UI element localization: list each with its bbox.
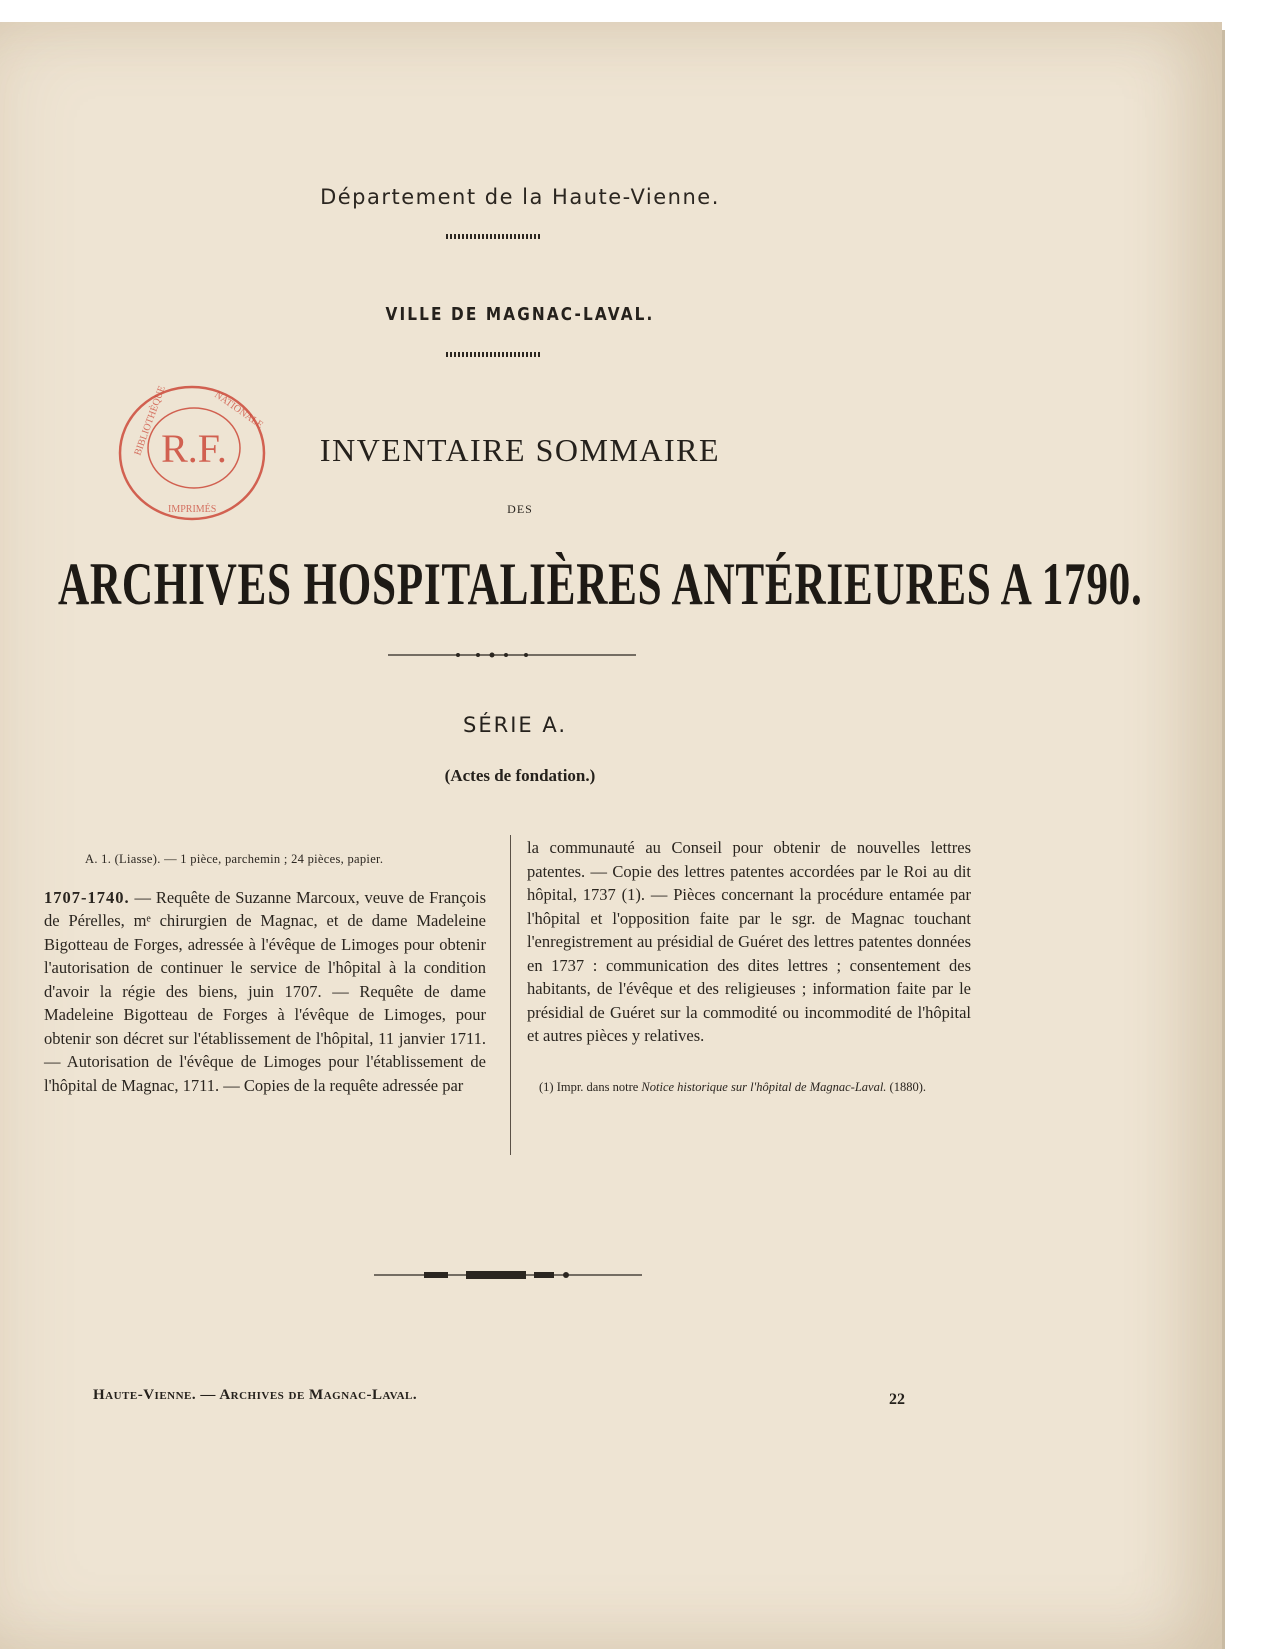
stamp-text-left: BIBLIOTHÈQUE <box>132 384 168 458</box>
series-heading: SÉRIE A. <box>463 713 567 737</box>
entry-date: 1707-1740. <box>44 887 130 907</box>
footnote-prefix: (1) Impr. dans notre <box>539 1079 642 1094</box>
stamp-monogram: R.F. <box>161 426 227 471</box>
title-connector: DES <box>507 502 533 516</box>
wavy-rule-middle <box>446 352 542 357</box>
ornament-rule <box>388 652 636 658</box>
ornament-tailpiece <box>374 1270 642 1280</box>
running-footer: Haute-Vienne. — Archives de Magnac-Laval. <box>93 1387 418 1403</box>
item-heading: A. 1. (Liasse). — 1 pièce, parchemin ; 24 pièces, papier. <box>85 852 384 866</box>
column-divider <box>510 835 511 1155</box>
stamp-text-right: NATIONALE <box>212 389 265 431</box>
page-edge <box>1222 30 1225 1649</box>
series-subtitle: (Actes de fondation.) <box>444 766 596 785</box>
left-column <box>44 848 486 1097</box>
entry-paragraph <box>44 886 486 1098</box>
inventory-title: INVENTAIRE SOMMAIRE <box>319 432 721 468</box>
department-heading: Département de la Haute-Vienne. <box>320 185 720 209</box>
footnote-suffix: (1880). <box>886 1079 926 1094</box>
town-heading: VILLE DE MAGNAC-LAVAL. <box>385 304 655 325</box>
right-column <box>527 836 971 1096</box>
stamp-text-bottom: IMPRIMÉS <box>168 504 217 515</box>
footnote-title: Notice historique sur l'hôpital de Magnac-Laval. <box>641 1079 887 1094</box>
page-number: 22 <box>889 1391 905 1408</box>
entry-text-right: la communauté au Conseil pour obtenir de nouvelles lettres patentes. — Copie des lettres patentes accordées par le Roi au dit hôpital, 1737 (1). — Pièces concernant la procédure entamée par l'hôpital et l'opposition faite par le sgr. de Magnac touchant l'enregistrement au présidial de Guéret des lettres patentes données en 1737 : communication des dites lettres ; consentement des habitants, de l'évêque et des religieuses ; information faite par le présidial de Guéret sur la commodité ou incommodité de l'hôpital et autres pièces y relatives. <box>527 838 971 1045</box>
wavy-rule-top <box>446 234 542 239</box>
footnote <box>527 1078 971 1096</box>
entry-text-left: — Requête de Suzanne Marcoux, veuve de François de Pérelles, mᵉ chirurgien de Magnac, et de dame Madeleine Bigotteau de Forges, adressée à l'évêque de Limoges pour obtenir l'autorisation de continuer le service de l'hôpital à la condition d'avoir la régie des biens, juin 1707. — Requête de dame Madeleine Bigotteau de Forges à l'évêque de Limoges, pour obtenir son décret sur l'établissement de l'hôpital, 11 janvier 1711. — Autorisation de l'évêque de Limoges pour l'établissement de l'hôpital de Magnac, 1711. — Copies de la requête adressée par <box>44 887 486 1095</box>
archives-title: ARCHIVES HOSPITALIÈRES ANTÉRIEURES A 1790. <box>58 551 1143 617</box>
